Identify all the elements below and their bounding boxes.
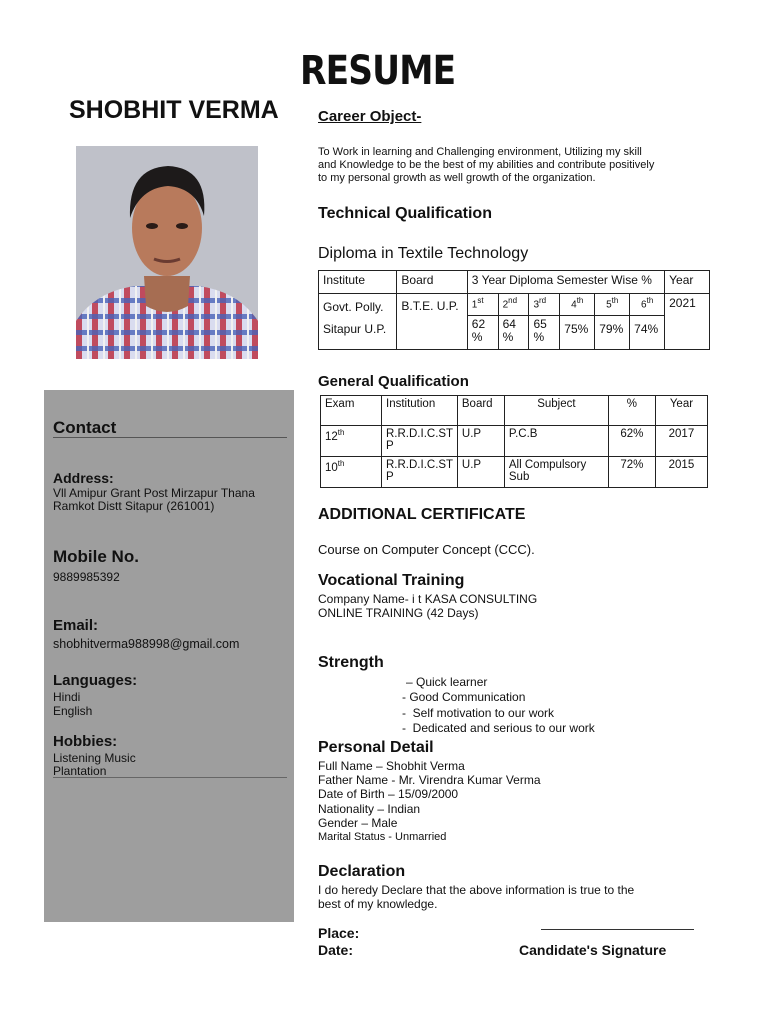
percent-cell: 62% <box>608 426 655 457</box>
semester-cell <box>595 294 630 316</box>
language-item: Hindi <box>53 690 81 704</box>
semester-number: 3 <box>533 299 540 311</box>
table-header: Subject <box>504 396 608 426</box>
resume-title: RESUME <box>300 48 456 94</box>
exam-cell <box>321 426 382 457</box>
percent-cell: 75% <box>560 316 595 350</box>
percent-cell: 72% <box>608 457 655 488</box>
table-row <box>319 271 710 294</box>
hobby-item: Plantation <box>53 764 107 778</box>
semester-suffix: nd <box>508 296 518 305</box>
profile-photo <box>76 146 258 359</box>
personal-line: Father Name - Mr. Virendra Kumar Verma <box>318 773 541 787</box>
year-cell: 2017 <box>655 426 707 457</box>
semester-suffix: st <box>477 296 484 305</box>
personal-line: Marital Status - Unmarried <box>318 831 447 843</box>
semester-cell <box>498 294 529 316</box>
exam-suffix: th <box>337 459 345 468</box>
technical-table <box>318 270 710 350</box>
objective-line: to my personal growth as well growth of the organization. <box>318 172 596 184</box>
year-cell: 2021 <box>665 294 710 350</box>
date-label: Date: <box>318 942 354 958</box>
semester-cell <box>529 294 560 316</box>
semester-number: 2 <box>502 299 509 311</box>
table-header: Institution <box>382 396 458 426</box>
email-address: shobhitverma988998@gmail.com <box>53 637 240 651</box>
vocational-line: Company Name- i t KASA CONSULTING <box>318 592 538 606</box>
semester-suffix: rd <box>539 296 547 305</box>
exam-cell <box>321 457 382 488</box>
email-label: Email: <box>53 617 99 634</box>
personal-heading: Personal Detail <box>318 739 434 756</box>
strength-heading: Strength <box>318 654 384 671</box>
semester-suffix: th <box>611 296 619 305</box>
semester-cell <box>467 294 498 316</box>
table-header: Board <box>397 271 467 294</box>
declaration-line: I do heredy Declare that the above information is true to the <box>318 883 635 897</box>
objective-line: To Work in learning and Challenging environment, Utilizing my skill <box>318 146 642 158</box>
semester-number: 4 <box>571 299 577 311</box>
additional-text: Course on Computer Concept (CCC). <box>318 542 535 557</box>
table-header: Institute <box>319 271 397 294</box>
institution-cell: R.R.D.I.C.ST P <box>382 426 458 457</box>
personal-line: Full Name – Shobhit Verma <box>318 759 465 773</box>
exam-number: 12 <box>325 430 338 443</box>
table-row <box>321 426 708 457</box>
signature-line <box>541 929 694 930</box>
percent-cell: 64 % <box>498 316 529 350</box>
exam-number: 10 <box>325 461 338 474</box>
diploma-title: Diploma in Textile Technology <box>318 245 529 262</box>
percent-cell: 65 % <box>529 316 560 350</box>
general-table <box>320 395 708 488</box>
percent-cell: 79% <box>595 316 630 350</box>
candidate-name: SHOBHIT VERMA <box>69 96 279 124</box>
year-cell: 2015 <box>655 457 707 488</box>
table-header: % <box>608 396 655 426</box>
hobbies-divider <box>53 777 287 778</box>
subject-cell: P.C.B <box>504 426 608 457</box>
vocational-heading: Vocational Training <box>318 572 465 589</box>
language-item: English <box>53 704 93 718</box>
table-header: Exam <box>321 396 382 426</box>
table-header: Board <box>457 396 504 426</box>
exam-suffix: th <box>337 428 345 437</box>
objective-text <box>318 146 654 185</box>
institute-line: Govt. Polly. <box>323 300 384 314</box>
table-row <box>319 294 710 316</box>
signature-label: Candidate's Signature <box>519 942 667 958</box>
additional-heading: ADDITIONAL CERTIFICATE <box>318 506 526 523</box>
semester-suffix: th <box>646 296 654 305</box>
table-row <box>321 396 708 426</box>
address-line: Vll Amipur Grant Post Mirzapur Thana <box>53 486 255 500</box>
table-header: 3 Year Diploma Semester Wise % <box>467 271 664 294</box>
board-cell: U.P <box>457 457 504 488</box>
declaration-heading: Declaration <box>318 863 406 880</box>
percent-cell: 62 % <box>467 316 498 350</box>
institution-cell: R.R.D.I.C.ST P <box>382 457 458 488</box>
address-line: Ramkot Distt Sitapur (261001) <box>53 499 215 513</box>
personal-line: Gender – Male <box>318 816 398 830</box>
objective-heading: Career Object- <box>318 108 422 125</box>
semester-cell <box>560 294 595 316</box>
semester-number: 6 <box>641 299 647 311</box>
semester-number: 1 <box>471 299 478 311</box>
contact-divider <box>53 437 287 438</box>
strength-item: - Self motivation to our work <box>402 706 555 720</box>
percent-cell: 74% <box>630 316 665 350</box>
languages-label: Languages: <box>53 672 138 689</box>
hobby-item: Listening Music <box>53 751 136 765</box>
table-header: Year <box>665 271 710 294</box>
declaration-line: best of my knowledge. <box>318 897 438 911</box>
personal-line: Date of Birth – 15/09/2000 <box>318 787 459 801</box>
place-label: Place: <box>318 925 360 941</box>
hobbies-label: Hobbies: <box>53 733 118 750</box>
board-cell: B.T.E. U.P. <box>397 294 467 350</box>
contact-heading: Contact <box>53 418 117 437</box>
objective-line: and Knowledge to be the best of my abilities and contribute positively <box>318 159 655 171</box>
strength-item: – Quick learner <box>406 675 488 689</box>
semester-suffix: th <box>576 296 584 305</box>
institute-line: Sitapur U.P. <box>323 322 387 336</box>
technical-heading: Technical Qualification <box>318 205 492 222</box>
subject-cell: All Compulsory Sub <box>504 457 608 488</box>
personal-line: Nationality – Indian <box>318 802 421 816</box>
strength-item: - Dedicated and serious to our work <box>402 721 595 735</box>
general-heading: General Qualification <box>318 373 469 390</box>
board-cell: U.P <box>457 426 504 457</box>
semester-cell <box>630 294 665 316</box>
table-row <box>321 457 708 488</box>
institute-cell <box>319 294 397 350</box>
vocational-line: ONLINE TRAINING (42 Days) <box>318 606 479 620</box>
mobile-number: 9889985392 <box>53 570 120 584</box>
address-label: Address: <box>53 470 114 486</box>
strength-item: - Good Communication <box>402 690 526 704</box>
mobile-label: Mobile No. <box>53 547 139 566</box>
semester-number: 5 <box>606 299 612 311</box>
table-header: Year <box>655 396 707 426</box>
